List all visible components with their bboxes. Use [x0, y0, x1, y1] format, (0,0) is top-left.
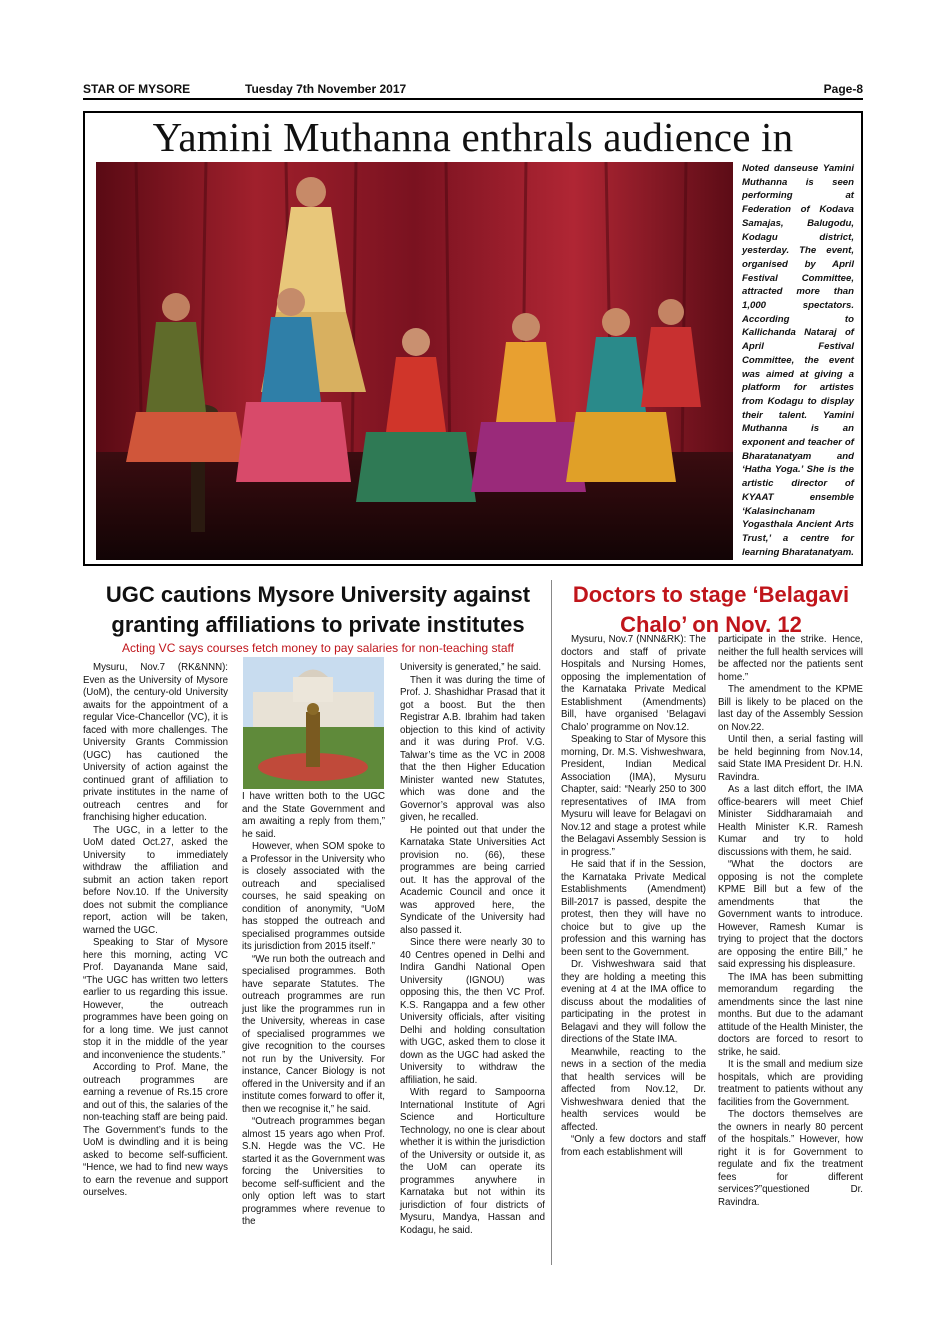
paragraph: Mysuru, Nov.7 (RK&NNN): Even as the University of Mysore (UoM), the century-old University awaits for the appointment of a regular Vice-Chancellor (VC), it is faced with more challenges. The University Grants Commission (UGC) has cautioned the University of action against the continued grant of affiliation to private institutes in the name of outreach centres and for franchising higher education. — [83, 662, 228, 823]
ugc-headline: UGC cautions Mysore University against granting affiliations to private institutes — [105, 582, 531, 637]
paragraph: University is generated,” he said. — [400, 662, 542, 673]
paragraph: “Only a few doctors and staff from each establishment will — [561, 1134, 706, 1158]
paragraph: Mysuru, Nov.7 (NNN&RK): The doctors and staff of private Hospitals and Nursing Homes, opposing the implementation of the Karnataka Private Medical Establishment (Amendments) Bill, have organised ‘Belagavi Chalo’ programme on Nov.12. — [561, 634, 706, 733]
masthead — [83, 80, 863, 100]
feature-headline: Yamini Muthanna enthrals audience in — [152, 114, 794, 160]
doctors-column-1 — [561, 634, 706, 1159]
paragraph: Dr. Vishweshwara said that they are holding a meeting this evening at 4 at the IMA office to discuss about the modalities of participating in the protest in Belagavi and they will follow the directions of the State IMA. — [561, 959, 706, 1045]
paragraph: Since there were nearly 30 to 40 Centres opened in Delhi and Indira Gandhi National Open University (IGNOU) was opposing this, the then VC Prof. K.S. Rangappa and a few other University officials, after visiting Delhi and holding consultation with UGC, asked them to close it down as the UGC had asked the University to withdraw the affiliation, he said. — [400, 937, 545, 1086]
paragraph: “Outreach programmes began almost 15 years ago when Prof. S.N. Hegde was the VC. He started it as the Government was forcing the Universities to become self-sufficient and the only option left was to start programmes where revenue to the — [242, 1116, 385, 1227]
paragraph: The doctors themselves are the owners in nearly 80 percent of the hospitals.” However, how right it is for Government to regulate and fix the treatment fees for different services?”questioned Dr. Ravindra. — [718, 1109, 863, 1208]
paragraph: However, when SOM spoke to a Professor in the University who is closely associated with the outreach and specialised courses, he said speaking on condition of anonymity, “UoM has stopped the outreach and specialised programmes outside its jurisdiction from 2015 itself.” — [242, 841, 385, 952]
paragraph: “What the doctors are opposing is not the complete KPME Bill but a few of the amendments that the Government wants to introduce. However, Ramesh Kumar is trying to project that the doctors are opposing the entire Bill,” he said expressing his displeasure. — [718, 859, 863, 970]
paragraph: According to Prof. Mane, the outreach programmes are earning a revenue of Rs.15 crore and out of this, the salaries of the non-teaching staff are being paid. The Government’s funds to the UoM is dwindling and it is being asked to become self-sufficient. “Hence, we had to find new ways to earn the revenue and support ourselves. — [83, 1062, 228, 1198]
paragraph: “We run both the outreach and specialised programmes. Both have separate Statutes. The outreach programmes are run just like the programmes run in the University, whereas in case of specialised programmes we give recognition to the courses not run by the University. For instance, Cancer Biology is not offered in the University and if an institute comes forward to offer it, then we recognise it,” he said. — [242, 953, 385, 1115]
paragraph: I have written both to the UGC and the State Government and am awaiting a reply from them,” he said. — [242, 791, 385, 840]
paragraph: He pointed out that under the Karnataka State Universities Act provision no. (66), these programmes are being carried out. It has the approval of the Academic Council and once it was approved here, the Syndicate of the University had also passed it. — [400, 824, 545, 936]
paragraph: Speaking to Star of Mysore this morning, Dr. M.S. Vishweshwara, President, Indian Medical Association (IMA), Mysuru Chapter, said: “Nearly 250 to 300 representatives of IMA from Mysuru will leave for Belagavi on Nov.12 and stage a protest while the Belagavi Assembly Session is in progress.” — [561, 734, 706, 858]
paragraph: The UGC, in a letter to the UoM dated Oct.27, asked the University to immediately withdraw the affiliation and submit an action taken report before Nov.10. If the University does not submit the compliance report, action will be taken, warned the UGC. — [83, 824, 228, 936]
paragraph: With regard to Sampoorna International Institute of Agri Science and Horticulture Technology, no one is clear about whether it is within the jurisdiction of the University or outside it, as the UoM can operate its programmes anywhere in Karnataka but not within its jurisdiction of four districts of Mysuru, Mandya, Hassan and Kodagu, he said. — [400, 1087, 545, 1236]
paragraph: Until then, a serial fasting will be held beginning from Nov.14, said State IMA President Dr. H.N. Ravindra. — [718, 734, 863, 783]
photo-caption: Noted danseuse Yamini Muthanna is seen performing at Federation of Kodava Samajas, Balugodu, Kodagu district, yesterday. The event, organised by April Festival Committee, attracted more than 1,000 spectators. According to Kallichanda Nataraj of April Festival Committee, the event was aimed at giving a platform for artistes from Kodagu to display their talent. Yamini Muthanna is an exponent and teacher of Bharatanatyam and ‘Hatha Yoga.’ She is the artistic director of KYAAT ensemble ‘Kalasinchanam Yogasthala Ancient Arts Trust,’ a centre for learning Bharatanatyam. — [742, 163, 854, 558]
column-rule — [551, 580, 552, 1265]
paragraph: Meanwhile, reacting to the news in a section of the media that health services will be affected from Nov.12, Dr. Vishweshwara denied that the health services would be affected. — [561, 1046, 706, 1133]
paper-name: STAR OF MYSORE — [83, 82, 191, 96]
doctors-column-2 — [718, 634, 863, 1209]
paragraph: It is the small and medium size hospitals, which are providing treatment to patients without any facilities from the Government. — [718, 1059, 863, 1108]
ugc-column-3 — [400, 662, 545, 1237]
paragraph: The amendment to the KPME Bill is likely to be placed on the last day of the Assembly Session on Nov.22. — [718, 684, 863, 733]
page-number: Page-8 — [823, 82, 863, 96]
doctors-headline: Doctors to stage ‘Belagavi Chalo’ on Nov. 12 — [572, 582, 850, 637]
dance-photo — [96, 162, 733, 560]
paragraph: As a last ditch effort, the IMA office-bearers will meet Chief Minister Siddharamaiah and Health Minister K.R. Ramesh Kumar and try to hold discussions with them, he said. — [718, 784, 863, 858]
paragraph: He said that if in the Session, the Karnataka Private Medical Establishments (Amendment) Bill-2017 is passed, despite the protest, then they will have no choice but to give up the profession and this warning has been sent to the Government. — [561, 859, 706, 958]
paragraph: Then it was during the time of Prof. J. Shashidhar Prasad that it got a boost. But the then Registrar A.B. Ibrahim had taken objection to this kind of activity and it was during Prof. V.G. Talwar’s time as the VC in 2008 that the then Higher Education Minister wanted new Statutes, which was done and the Governor’s approval was also given, he recalled. — [400, 674, 545, 823]
ugc-column-2 — [242, 791, 385, 1229]
paragraph: participate in the strike. Hence, neither the full health services will be affected nor the patients sent home.” — [718, 634, 863, 683]
paragraph: The IMA has been submitting memorandum regarding the amendments since the last nine months. But due to the adamant attitude of the Health Minister, the doctors are forced to resort to strike, he said. — [718, 971, 863, 1058]
university-photo — [243, 657, 384, 789]
ugc-subhead: Acting VC says courses fetch money to pay salaries for non-teaching staff — [122, 641, 514, 655]
paragraph: Speaking to Star of Mysore here this morning, acting VC Prof. Dayananda Mane said, “The UGC has written two letters earlier to us regarding this issue. However, the outreach programmes have been going on for a long time. We just cannot stop it in the middle of the year and inconvenience the students.” — [83, 937, 228, 1061]
issue-date: Tuesday 7th November 2017 — [245, 82, 407, 96]
ugc-column-1 — [83, 662, 228, 1200]
